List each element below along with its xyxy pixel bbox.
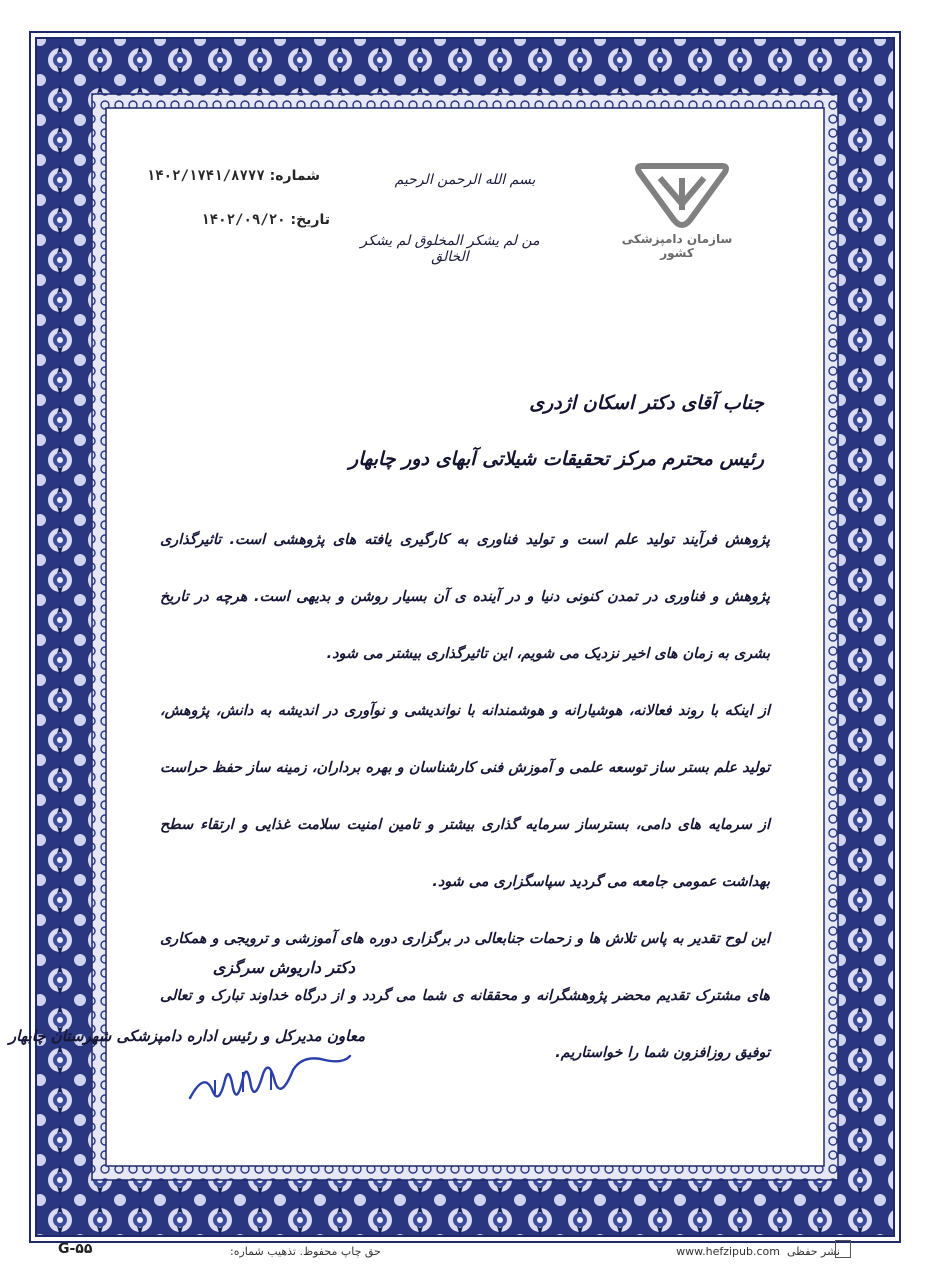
recipient-name: جناب آقای دکتر اسکان اژدری — [529, 392, 764, 414]
number-value: ۱۴۰۲/۱۷۴۱/۸۷۷۷ — [146, 168, 265, 184]
signer-name: دکتر داریوش سرگزی — [212, 958, 355, 977]
paragraph: از اینکه با روند فعالانه، هوشیارانه و هوشمندانه با نواندیشی و نوآوری در اندیشه به دانش، پژوهش، تولید علم بستر ساز توسعه علمی و آموزش فنی کارشناسان و بهره برداران، زمینه ساز حفظ حراست از سرمایه های دامی، بسترساز سرمایه گذاری بیشتر و تامین امنیت سلامت غذایی و ارتقاء سطح بهداشت عمومی جامعه می گردید سپاسگزاری می شود. — [160, 703, 770, 890]
publisher-icon — [835, 1240, 851, 1258]
footer-publisher: نشر حفظی — [787, 1245, 840, 1258]
footer-url: www.hefzipub.com — [676, 1245, 780, 1258]
number-label: شماره: — [269, 168, 320, 184]
footer-code: G-۵۵ — [58, 1241, 93, 1257]
letter-number — [140, 168, 320, 184]
motto: من لم یشکر المخلوق لم یشکر الخالق — [360, 233, 540, 265]
basmala: بسم الله الرحمن الرحیم — [394, 172, 536, 188]
footer-copyright: حق چاپ محفوظ. تذهیب شماره: — [230, 1245, 381, 1258]
date-value: ۱۴۰۲/۰۹/۲۰ — [201, 212, 286, 228]
handwritten-signature — [185, 1050, 355, 1110]
paragraph: این لوح تقدیر به پاس تلاش ها و زحمات جنابعالی در برگزاری دوره های آموزشی و ترویجی و همکاری های مشترک تقدیم محضر پژوهشگرانه و محققانه ی شما می گردد و از درگاه خداوند تبارک و تعالی توفیق روزافزون شما را خواستاریم. — [160, 931, 770, 1061]
letter-date — [180, 212, 330, 228]
paragraph: پژوهش فرآیند تولید علم است و تولید فناوری به کارگیری یافته های پژوهشی است. تاثیرگذاری پژوهش و فناوری در تمدن کنونی دنیا و در آینده ی آن بسیار روشن و بدیهی است. هرچه در تاریخ بشری به زمان های اخیر نزدیک می شویم، این تاثیرگذاری بیشتر می شود. — [160, 532, 770, 662]
signer-title: معاون مدیرکل و رئیس اداره دامپزشکی شهرستان چابهار — [8, 1027, 365, 1045]
logo-text: سازمان دامپزشکی کشور — [621, 232, 733, 260]
recipient-title: رئیس محترم مرکز تحقیقات شیلاتی آبهای دور چابهار — [349, 448, 764, 470]
letter-body — [160, 512, 770, 1082]
date-label: تاریخ: — [290, 212, 330, 228]
